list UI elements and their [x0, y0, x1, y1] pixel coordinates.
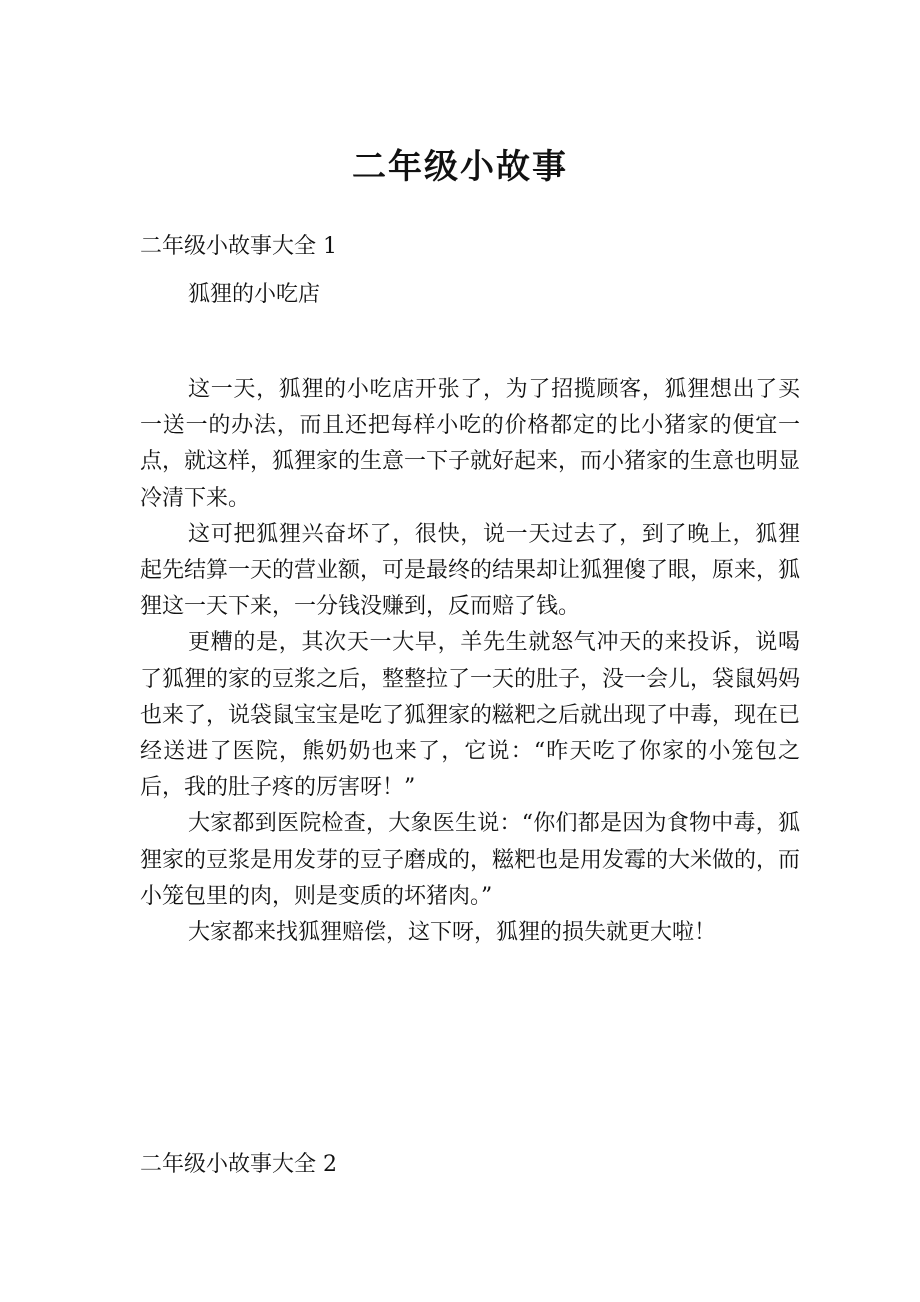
document-title: 二年级小故事 [352, 147, 568, 187]
paragraph-1: 这一天，狐狸的小吃店开张了，为了招揽顾客，狐狸想出了买一送一的办法，而且还把每样小吃的价格都定的比小猪家的便宜一点，就这样，狐狸家的生意一下子就好起来，而小猪家的生意也明显冷清下来。 [140, 377, 801, 511]
section-heading-1: 二年级小故事大全 1 [140, 234, 337, 259]
paragraph-2: 这可把狐狸兴奋坏了，很快，说一天过去了，到了晚上，狐狸起先结算一天的营业额，可是最终的结果却让狐狸傻了眼，原来，狐狸这一天下来，一分钱没赚到，反而赔了钱。 [140, 521, 801, 620]
section-heading-2: 二年级小故事大全 2 [140, 1152, 337, 1177]
story-body [140, 372, 800, 951]
paragraph-3: 更糟的是，其次天一大早，羊先生就怒气冲天的来投诉，说喝了狐狸的家的豆浆之后，整整拉了一天的肚子，没一会儿，袋鼠妈妈也来了，说袋鼠宝宝是吃了狐狸家的糍粑之后就出现了中毒，现在已经送进了医院，熊奶奶也来了，它说：“昨天吃了你家的小笼包之后，我的肚子疼的厉害呀！” [140, 630, 801, 801]
paragraph-5: 大家都来找狐狸赔偿，这下呀，狐狸的损失就更大啦！ [188, 920, 717, 946]
paragraph-4: 大家都到医院检查，大象医生说：“你们都是因为食物中毒，狐狸家的豆浆是用发芽的豆子磨成的，糍粑也是用发霉的大米做的，而小笼包里的肉，则是变质的坏猪肉。” [140, 811, 801, 909]
story-title: 狐狸的小吃店 [188, 282, 321, 307]
